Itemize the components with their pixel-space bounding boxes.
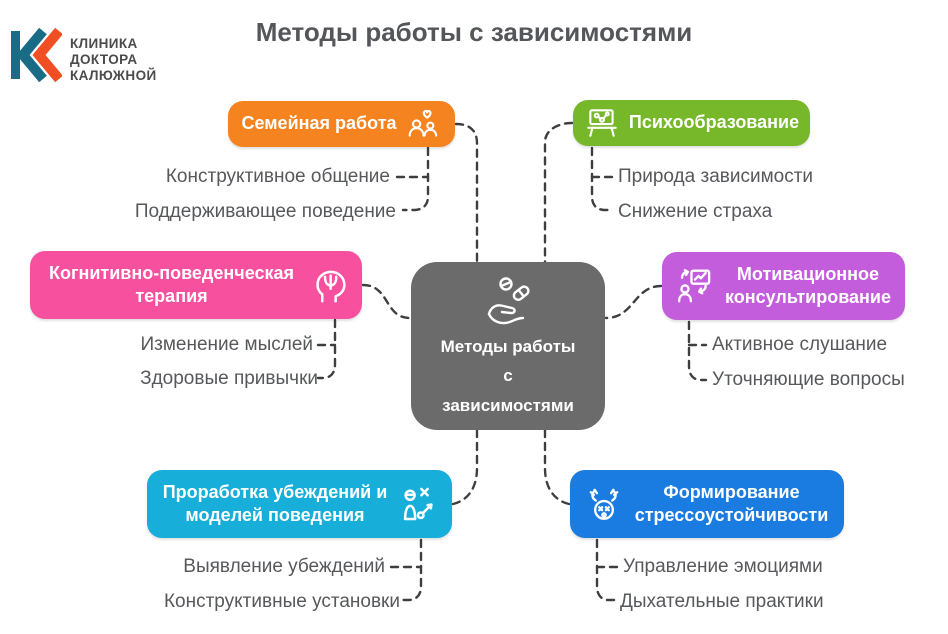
sub-item: Изменение мыслей: [140, 334, 313, 355]
center-label-line-2: с: [503, 366, 513, 386]
center-label-line-3: зависимостями: [442, 395, 574, 415]
stressed-face-icon: [584, 485, 624, 523]
page-title: Методы работы с зависимостями: [255, 17, 693, 47]
branch-node-motivational-counseling: [662, 252, 905, 320]
head-psi-icon: [310, 265, 350, 305]
branch-node-psychoeducation: [573, 100, 810, 146]
center-node: [411, 262, 605, 430]
branch-node-stress-resilience: [570, 470, 844, 538]
sub-item: Природа зависимости: [618, 166, 814, 187]
psychoeducation-board-icon: [584, 107, 620, 139]
logo-line-1: КЛИНИКА: [70, 36, 138, 51]
branch-label: Проработка убеждений и моделей поведения: [162, 481, 388, 525]
branch-node-cbt: [30, 251, 362, 319]
sub-item: Конструктивное общение: [165, 166, 390, 187]
hand-with-pills-icon: [480, 274, 536, 326]
sub-item: Управление эмоциями: [623, 556, 823, 577]
branch-label: Формирование стрессоустойчивости: [634, 481, 829, 525]
branch-label: Когнитивно-поведенческая терапия: [49, 262, 294, 306]
center-label-line-1: Методы работы: [440, 336, 576, 356]
sub-item: Дыхательные практики: [620, 591, 824, 612]
branch-label: Мотивационное консультирование: [725, 263, 891, 307]
person-strategy-icon: [397, 484, 437, 524]
branch-node-family-work: [228, 101, 455, 147]
branch-node-beliefs-work: [147, 470, 452, 538]
family-heart-icon: [406, 108, 442, 140]
sub-item: Активное слушание: [712, 334, 888, 355]
branch-label: Семейная работа: [241, 113, 397, 134]
person-monitor-arrows-icon: [675, 267, 715, 305]
sub-item: Здоровые привычки: [140, 368, 318, 389]
sub-item: Уточняющие вопросы: [712, 369, 905, 390]
logo-line-3: КАЛЮЖНОЙ: [70, 68, 157, 83]
branch-label: Психообразование: [628, 112, 800, 133]
sub-item: Поддерживающее поведение: [134, 201, 396, 222]
logo-line-2: ДОКТОРА: [70, 52, 138, 67]
sub-item: Выявление убеждений: [183, 556, 385, 577]
sub-item: Конструктивные установки: [163, 591, 400, 612]
sub-item: Снижение страха: [618, 201, 773, 222]
